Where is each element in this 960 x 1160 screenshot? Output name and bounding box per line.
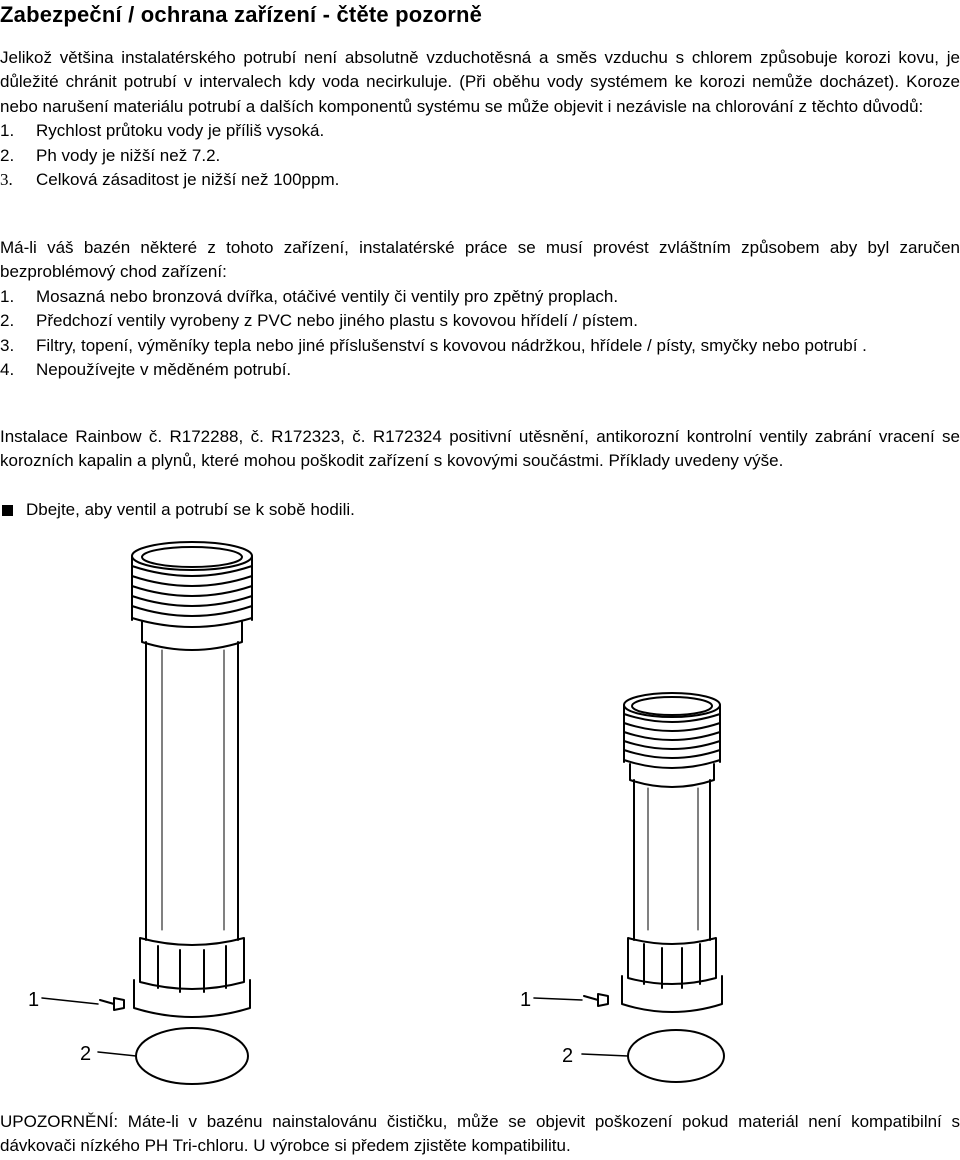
install-paragraph: Instalace Rainbow č. R172288, č. R172323, č. R172324 positivní utěsnění, antikorozní kontrolní ventily zabrání vracení se korozních kapalin a plynů, které mohou poškodit zařízení s kovovými součástmi. Příklady uvedeny výše. [0, 427, 960, 471]
right-pipe [534, 693, 724, 1082]
right-leader-1 [534, 998, 582, 1000]
list-item-text: Filtry, topení, výměníky tepla nebo jiné příslušenství s kovovou nádržkou, hřídele / písty, smyčky nebo potrubí . [36, 335, 867, 355]
right-leader-2 [582, 1054, 628, 1056]
left-screw-icon [100, 998, 124, 1010]
list-item-number: 2. [0, 311, 15, 331]
list-item [0, 285, 960, 309]
left-pipe [42, 542, 252, 1084]
list-item-text: Předchozí ventily vyrobeny z PVC nebo jiného plastu s kovovou hřídelí / pístem. [36, 311, 638, 331]
intro-section [0, 46, 960, 192]
left-o-ring [136, 1028, 248, 1084]
list-item-number: 3. [0, 170, 13, 190]
list-item-number: 3. [0, 335, 15, 355]
list-item-number: 1. [0, 286, 15, 306]
equipment-paragraph: Má-li váš bazén některé z tohoto zařízení, instalatérské práce se musí provést zvláštním způsobem aby byl zaručen bezproblémový chod zařízení: [0, 238, 960, 282]
warning-paragraph: UPOZORNĚNÍ: Máte-li v bazénu nainstalovánu čističku, může se objevit poškození pokud materiál není kompatibilní s dávkovači nízkého PH Tri-chloru. U výrobce si předem zjistěte kompatibilitu. [0, 1112, 960, 1156]
right-pipe-body [634, 780, 710, 940]
list-item [0, 168, 960, 192]
square-bullet-icon [2, 505, 13, 516]
page-title: Zabezpeční / ochrana zařízení - čtěte pozorně [0, 2, 483, 27]
left-pipe-coupling [140, 938, 244, 992]
right-pipe-base [622, 976, 722, 1012]
list-item-number: 1. [0, 121, 15, 141]
right-o-ring [628, 1030, 724, 1082]
list-item-number: 4. [0, 360, 15, 380]
list-item [0, 309, 960, 333]
left-pipe-shading [162, 650, 224, 930]
left-label-2: 2 [80, 1043, 92, 1065]
list-item [0, 144, 960, 168]
list-item-text: Rychlost průtoku vody je příliš vysoká. [36, 121, 325, 141]
left-leader-1 [42, 998, 98, 1004]
right-pipe-coupling [628, 938, 716, 988]
left-pipe-opening [142, 547, 242, 567]
list-item [0, 358, 960, 382]
list-item-text: Mosazná nebo bronzová dvířka, otáčivé ventily či ventily pro zpětný proplach. [36, 286, 619, 306]
list-item-text: Nepoužívejte v měděném potrubí. [36, 360, 292, 380]
left-label-1: 1 [28, 989, 40, 1011]
left-leader-2 [98, 1052, 136, 1056]
right-screw-icon [584, 994, 608, 1006]
list-item [0, 119, 960, 143]
list-item-number: 2. [0, 145, 15, 165]
right-label-1: 1 [520, 989, 532, 1011]
list-item [0, 334, 960, 358]
right-pipe-opening [632, 697, 712, 715]
right-pipe-shading [648, 788, 698, 930]
bullet-note [0, 498, 355, 522]
pipe-illustration [0, 530, 960, 1105]
bullet-note-text: Dbejte, aby ventil a potrubí se k sobě hodili. [26, 500, 355, 519]
list-item-text: Celková zásaditost je nižší než 100ppm. [36, 170, 340, 190]
right-label-2: 2 [562, 1045, 574, 1067]
list-item-text: Ph vody je nižší než 7.2. [36, 145, 221, 165]
equipment-section [0, 236, 960, 382]
intro-paragraph: Jelikož většina instalatérského potrubí není absolutně vzduchotěsná a směs vzduchu s chlorem způsobuje korozi kovu, je důležité chránit potrubí v intervalech kdy voda necirkuluje. (Při oběhu vody systémem ke korozi nemůže docházet). Koroze nebo narušení materiálu potrubí a dalších komponentů systému se může objevit i nezávisle na chlorování z těchto důvodů: [0, 48, 960, 116]
